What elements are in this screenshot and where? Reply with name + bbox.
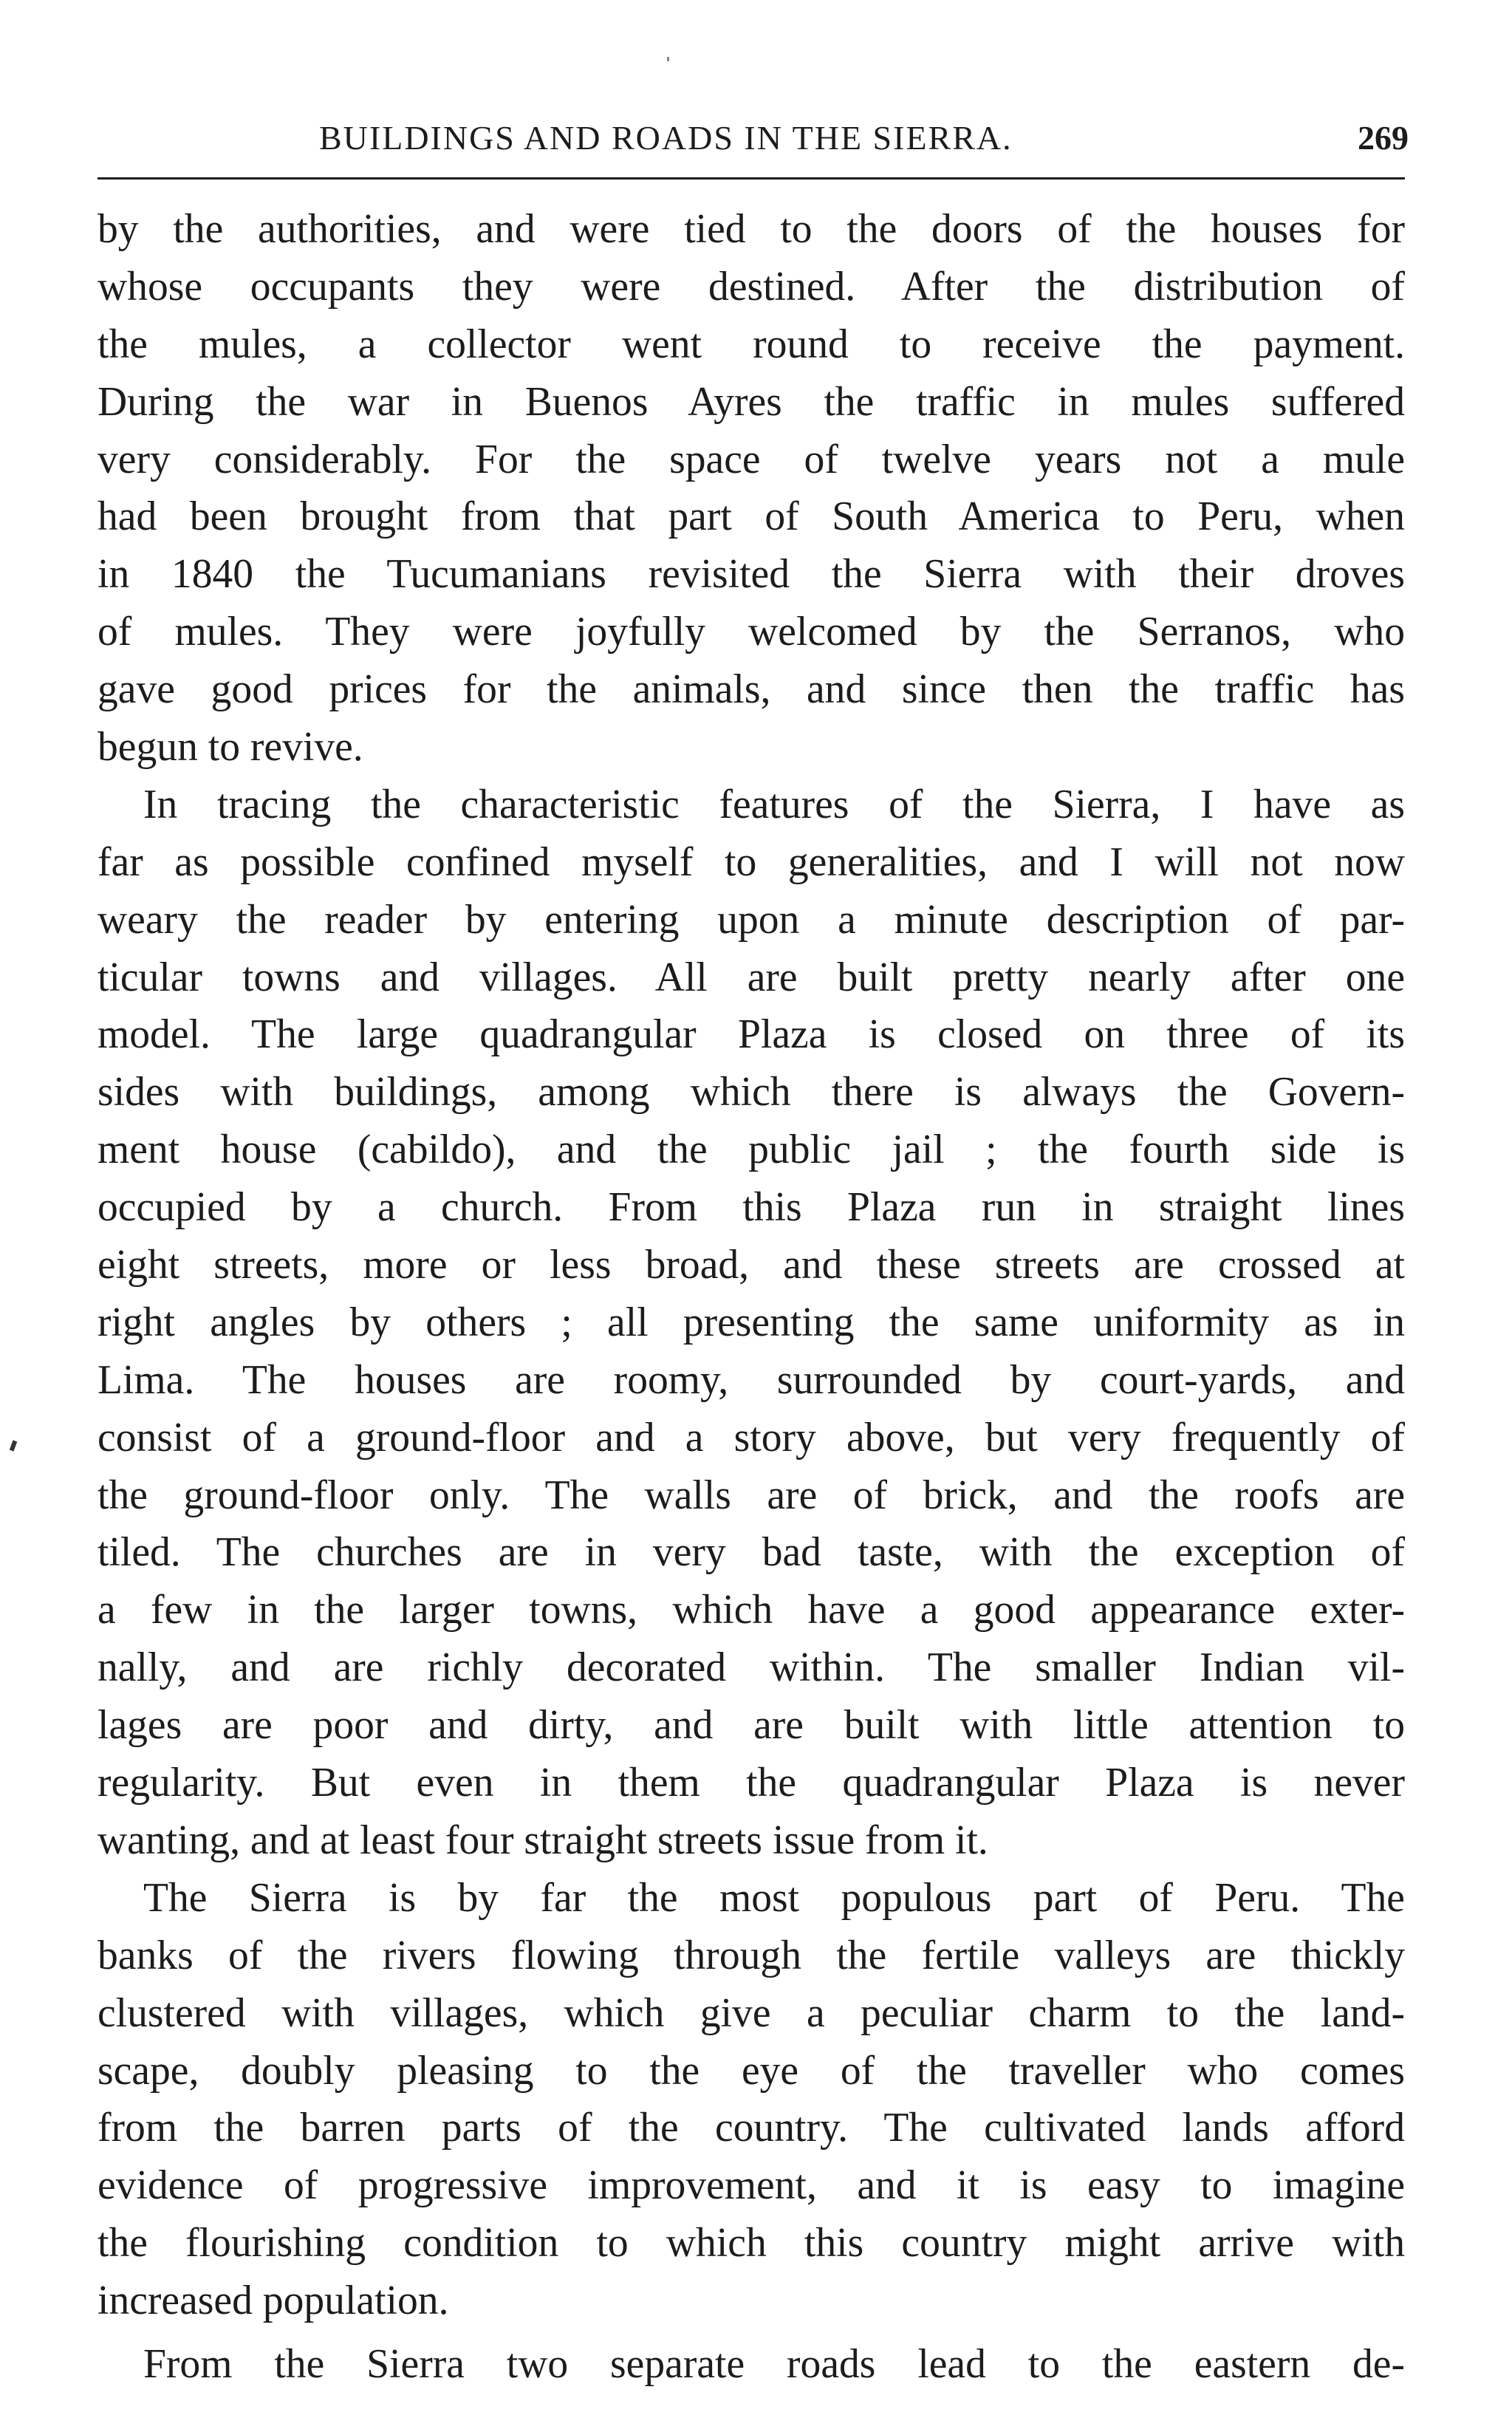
text-line: very considerably. For the space of twelve years not a mule bbox=[98, 436, 1405, 482]
text-line: evidence of progressive improvement, and it is easy to imagine bbox=[98, 2162, 1405, 2209]
text-line: clustered with villages, which give a peculiar charm to the land- bbox=[98, 1989, 1405, 2036]
text-line: of mules. They were joyfully welcomed by the Serranos, who bbox=[98, 609, 1405, 655]
text-line: the ground-floor only. The walls are of brick, and the roofs are bbox=[98, 1472, 1405, 1518]
body-text bbox=[98, 201, 1405, 2394]
text-line: During the war in Buenos Ayres the traffic in mules suffered bbox=[98, 378, 1405, 425]
header-rule bbox=[98, 177, 1405, 180]
text-line: occupied by a church. From this Plaza run in straight lines bbox=[98, 1184, 1405, 1231]
text-line: banks of the rivers flowing through the fertile valleys are thickly bbox=[98, 1932, 1405, 1978]
text-line: whose occupants they were destined. After the distribution of bbox=[98, 263, 1405, 310]
text-line: a few in the larger towns, which have a good appearance exter- bbox=[98, 1587, 1405, 1633]
text-line: increased population. bbox=[98, 2278, 449, 2324]
text-line: had been brought from that part of South America to Peru, when bbox=[98, 493, 1405, 540]
text-line: in 1840 the Tucumanians revisited the Sierra with their droves bbox=[98, 551, 1405, 598]
page-number: 269 bbox=[1358, 119, 1409, 157]
text-line: sides with buildings, among which there is always the Govern- bbox=[98, 1069, 1405, 1116]
text-line: model. The large quadrangular Plaza is closed on three of its bbox=[98, 1011, 1405, 1058]
text-line: lages are poor and dirty, and are built with little attention to bbox=[98, 1702, 1405, 1749]
text-line: nally, and are richly decorated within. The smaller Indian vil- bbox=[98, 1644, 1405, 1691]
text-line: begun to revive. bbox=[98, 724, 363, 771]
running-head bbox=[98, 118, 1409, 163]
text-line: from the barren parts of the country. The cultivated lands afford bbox=[98, 2105, 1405, 2151]
text-line: far as possible confined myself to generalities, and I will not now bbox=[98, 838, 1405, 885]
text-line: gave good prices for the animals, and since then the traffic has bbox=[98, 666, 1405, 713]
text-line: From the Sierra two separate roads lead to the eastern de- bbox=[143, 2340, 1405, 2387]
text-line: In tracing the characteristic features of the Sierra, I have as bbox=[143, 781, 1405, 827]
text-line: wanting, and at least four straight streets issue from it. bbox=[98, 1817, 988, 1863]
text-line: The Sierra is by far the most populous part of Peru. The bbox=[143, 1874, 1405, 1921]
text-line: weary the reader by entering upon a minute description of par- bbox=[98, 896, 1405, 943]
text-line: tiled. The churches are in very bad taste, with the exception of bbox=[98, 1529, 1405, 1576]
running-title: BUILDINGS AND ROADS IN THE SIERRA. bbox=[319, 119, 1013, 157]
text-line: regularity. But even in them the quadrangular Plaza is never bbox=[98, 1760, 1405, 1806]
text-line: scape, doubly pleasing to the eye of the traveller who comes bbox=[98, 2047, 1405, 2094]
text-line: consist of a ground-floor and a story above, but very frequently of bbox=[98, 1414, 1405, 1461]
text-line: ticular towns and villages. All are built pretty nearly after one bbox=[98, 954, 1405, 1000]
text-line: the mules, a collector went round to receive the payment. bbox=[98, 321, 1405, 367]
ink-speck bbox=[10, 1440, 17, 1451]
text-line: ment house (cabildo), and the public jail ; the fourth side is bbox=[98, 1127, 1405, 1173]
text-line: Lima. The houses are roomy, surrounded by court-yards, and bbox=[98, 1356, 1405, 1403]
text-line: eight streets, more or less broad, and these streets are crossed at bbox=[98, 1242, 1405, 1288]
text-line: right angles by others ; all presenting the same uniformity as in bbox=[98, 1299, 1405, 1345]
ink-speck bbox=[667, 57, 669, 61]
text-line: the flourishing condition to which this country might arrive with bbox=[98, 2220, 1405, 2267]
text-line: by the authorities, and were tied to the doors of the houses for bbox=[98, 206, 1405, 252]
